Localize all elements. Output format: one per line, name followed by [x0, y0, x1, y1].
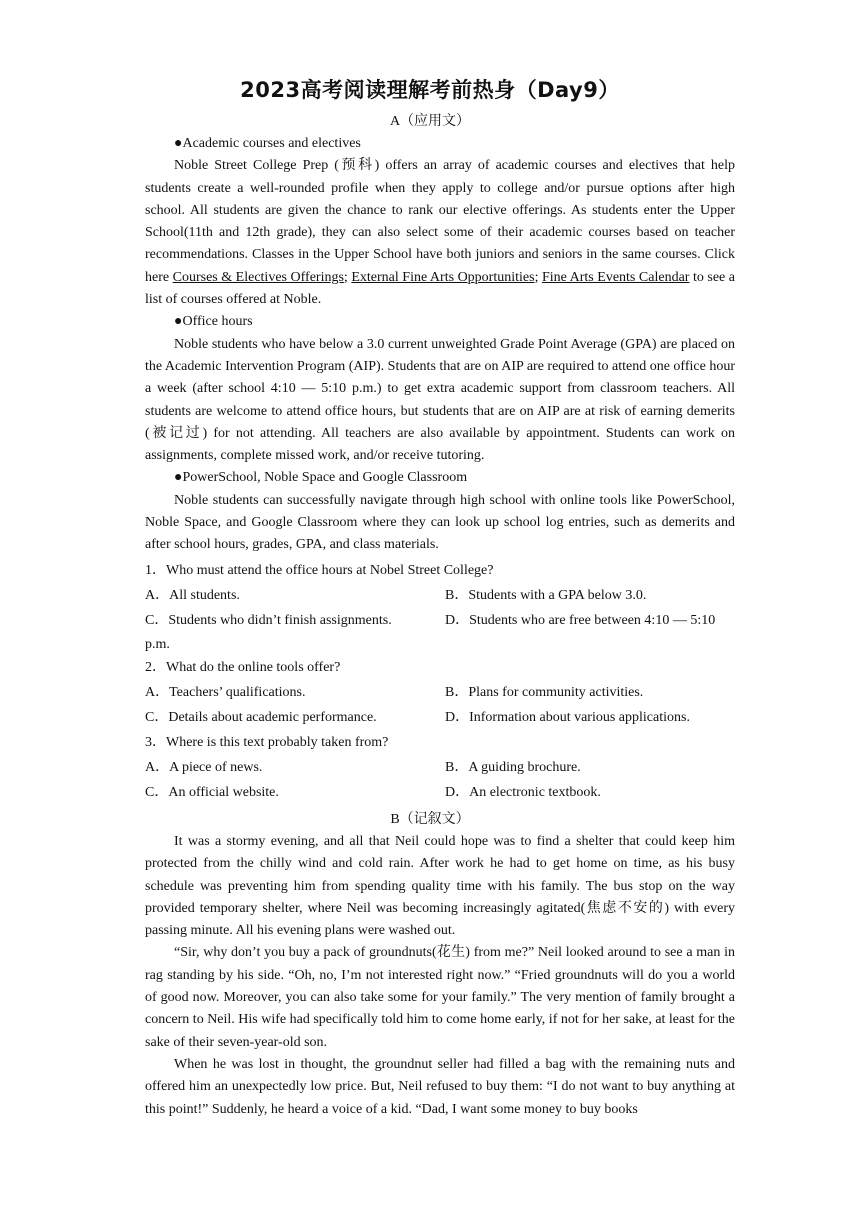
question-1-option-b: B．Students with a GPA below 3.0.	[445, 588, 647, 603]
academic-heading: ●Academic courses and electives	[174, 136, 361, 151]
office-hours-heading: ●Office hours	[174, 314, 253, 330]
separator: ;	[534, 269, 542, 285]
online-tools-paragraph: Noble students can successfully navigate through high school with online tools like PowerSchool, Noble Space, and Google Classroom where they can look up school log entries, such as demerits and after school hours, grades, GPA, and class materials.	[145, 492, 735, 553]
online-tools-heading: ●PowerSchool, Noble Space and Google Classroom	[174, 470, 468, 486]
courses-link[interactable]: Courses & Electives Offerings	[172, 269, 344, 285]
question-1-option-d: D．Students who are free between 4:10 — 5:10	[445, 613, 716, 628]
document-title: 2023高考阅读理解考前热身（Day9）	[240, 78, 620, 102]
academic-text: Noble Street College Prep (预科) offers an array of academic courses and electives that help students create a well-rounded profile when they apply to college and/or pursue options after high school. All students are given the chance to rank our elective offerings. As students enter the Upper School(11th and 12th grade), they can also select some of their academic courses based on teacher recommendations. Classes in the Upper School have both juniors and seniors in the same courses. Click here	[145, 158, 735, 285]
question-2-stem: 2．What do the online tools offer?	[145, 660, 341, 675]
section-b-header: B（记叙文）	[390, 812, 470, 827]
question-2-option-a: A．Teachers’ qualifications.	[145, 685, 306, 700]
fine-arts-link[interactable]: External Fine Arts Opportunities	[351, 269, 535, 285]
story-paragraph-1: It was a stormy evening, and all that Neil could hope was to find a shelter that could keep him protected from the chilly wind and cold rain. After work he had to get home on time, as his busy schedule was preventing him from spending quality time with his family. The bus stop on the way provided temporary shelter, where Neil was becoming increasingly agitated(焦虑不安的) with every passing minute. All his evening plans were washed out.	[145, 834, 735, 939]
question-2-option-d: D．Information about various applications.	[445, 710, 690, 725]
section-a-header: A（应用文）	[389, 114, 471, 129]
question-1-option-d-continued: p.m.	[145, 637, 170, 652]
question-1-stem: 1．Who must attend the office hours at Nobel Street College?	[145, 563, 494, 578]
office-hours-paragraph: Noble students who have below a 3.0 current unweighted Grade Point Average (GPA) are placed on the Academic Intervention Program (AIP). Students that are on AIP are required to attend one office hour a week (after school 4:10 — 5:10 p.m.) to get extra academic support from classroom teachers. All students are welcome to attend office hours, but students that are on AIP are at risk of earning demerits (被记过) for not attending. All teachers are also available by appointment. Students can work on assignments, complete missed work, and/or receive tutoring.	[145, 336, 735, 464]
question-2-option-b: B．Plans for community activities.	[445, 685, 644, 700]
question-1-option-a: A．All students.	[145, 588, 240, 603]
question-3-stem: 3．Where is this text probably taken from?	[145, 735, 389, 750]
question-3-option-a: A．A piece of news.	[145, 760, 263, 775]
question-2-option-c: C．Details about academic performance.	[145, 710, 377, 725]
academic-text-end: to see a list of courses offered at Noble.	[145, 269, 736, 308]
section-a-body	[145, 133, 735, 557]
section-b-body	[145, 831, 735, 1121]
question-1-option-c: C．Students who didn’t finish assignments.	[145, 613, 392, 628]
story-paragraph-3: When he was lost in thought, the groundnut seller had filled a bag with the remaining nuts and offered him an unexpectedly low price. But, Neil refused to buy them: “I do not want to buy anything at this point!” Suddenly, he heard a voice of a kid. “Dad, I want some money to buy books	[145, 1056, 735, 1117]
separator: ;	[343, 269, 352, 285]
events-calendar-link[interactable]: Fine Arts Events Calendar	[542, 269, 690, 285]
academic-paragraph	[145, 155, 735, 311]
story-paragraph-2: “Sir, why don’t you buy a pack of groundnuts(花生) from me?” Neil looked around to see a man in rag standing by his side. “Oh, no, I’m not interested right now.” “Fried groundnuts will do you a world of good now. Moreover, you can also take some for your family.” The very mention of family brought a concern to Neil. His wife had specifically told him to come home early, if not for her sake, at least for the sake of their seven-year-old son.	[145, 945, 736, 1050]
question-3-option-d: D．An electronic textbook.	[445, 785, 601, 800]
question-3-option-c: C．An official website.	[145, 785, 279, 800]
question-3-option-b: B．A guiding brochure.	[445, 760, 581, 775]
